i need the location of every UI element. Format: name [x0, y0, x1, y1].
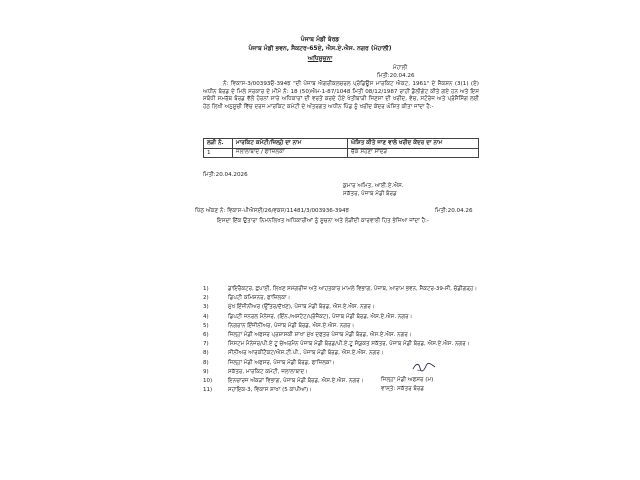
org-name: ਪੰਜਾਬ ਮੰਡੀ ਬੋਰਡ [300, 36, 340, 43]
table-row [204, 148, 479, 158]
signatory2-for: ਵਾਸ੍ਤੇ: ਸਕੱਤਰ ਬੋਰਡ [381, 386, 425, 392]
table-header-row [204, 139, 479, 149]
list-item-number: 8) [203, 359, 209, 366]
list-item-text: ਸਿਸਟਮ ਮੈਨੇਜਰ/ਪੀ.ਏ ਟੂ ਚੇਅਰਮੈਨ ਪੰਜਾਬ ਮੰਡੀ ਬੋਰਡ/ਪੀ.ਏ.ਟੂ ਸੰਯੁਕਤ ਸਕੱਤਰ, ਪੰਜਾਬ ਮੰਡੀ ਬੋਰਡ, ਐਸ.ਏ.ਐਸ. ਨਗਰ। [228, 341, 470, 348]
list-item-number: 6) [203, 331, 209, 338]
endorsement-reference: ਪਿੱਠ ਅੰਕਣ ਨੰ: ਵਿਕਾਸ-ਪੀਐਸਈ/26/ਵਕਸ/11481/3/003936-394ਝ [195, 208, 350, 214]
place: ਮੋਹਾਲੀ [393, 65, 408, 71]
list-item-number: 11) [203, 387, 213, 394]
table-header: ਮਾਰਕਿਟ ਕਮੇਟੀ/ਜ਼ਿਲ੍ਹੇ ਦਾ ਨਾਮ [233, 139, 348, 149]
list-item [203, 295, 479, 302]
schedule-table [203, 138, 479, 158]
list-item-number: 3) [203, 304, 209, 311]
list-item-number: 7) [203, 341, 209, 348]
list-item [203, 341, 479, 348]
list-item-number: 8) [203, 350, 209, 357]
list-item-number: 5) [203, 322, 209, 329]
list-item [203, 387, 479, 394]
table-cell: ਜਲਾਲਾਬਾਦ / ਫਾਜ਼ਿਲਕਾ [233, 148, 348, 158]
issue-date: ਮਿਤੀ:20.04.26 [377, 73, 415, 79]
list-item-number: 1) [203, 286, 209, 292]
list-item [203, 314, 479, 321]
table-cell: 1 [204, 148, 233, 158]
list-item [203, 350, 479, 357]
table-header: ਘੋਸ਼ਿਤ ਕੀਤੇ ਜਾਣ ਵਾਲੇ ਖਰੀਦ ਕੇਂਦਰ ਦਾ ਨਾਮ [348, 139, 479, 149]
document-title: ਅਧਿਸੂਚਨਾ [307, 55, 333, 62]
list-item-text: ਜਿਲ੍ਹਾ ਮੰਡੀ ਅਫਸਰ ਪ੍ਰਸ਼ਾਸਕੀ ਸ਼ਾਖਾ ਮੁੱਖ ਦਫਤਰ ਪੰਜਾਬ ਮੰਡੀ ਬੋਰਡ, ਐਸ.ਏ.ਐਸ. ਨਗਰ। [228, 331, 412, 338]
document-page [153, 0, 487, 480]
copy-to-list [203, 286, 479, 396]
list-item [203, 286, 479, 293]
table-cell: ਚੱਕ ਸੋਹਣਾ ਸਾਂਦੜ [348, 148, 479, 158]
notification-date: ਮਿਤੀ:20.04.2026 [203, 172, 248, 178]
org-address: ਪੰਜਾਬ ਮੰਡੀ ਭਵਨ, ਸੈਕਟਰ-65ਏ, ਐਸ.ਏ.ਐਸ. ਨਗਰ (ਮੋਹਾਲੀ) [248, 45, 392, 52]
list-item [203, 369, 479, 376]
list-item-text: ਸਕੱਤਰ, ਮਾਰਕਿਟ ਕਮੇਟੀ, ਜਲਾਲਾਬਾਦ। [228, 368, 308, 375]
list-item-number: 10) [203, 377, 213, 384]
signatory-designation: ਸਕੱਤਰ, ਪੰਜਾਬ ਮੰਡੀ ਬੋਰਡ [343, 191, 397, 197]
list-item-number: 4) [203, 313, 209, 320]
list-item-text: ਸਹਾਇਕ-3, ਵਿਕਾਸ ਸ਼ਾਖਾ (5 ਕਾਪੀਆਂ)। [228, 387, 312, 394]
table-header: ਲੜੀ ਨੰ. [204, 139, 233, 149]
signatory2-designation: ਜਿਲ੍ਹਾ ਮੰਡੀ ਅਫਸਰ (ਮ) [381, 377, 434, 383]
signature-mark [411, 361, 437, 373]
list-item [203, 323, 479, 330]
list-item [203, 378, 479, 385]
list-item-text: ਡਿਪਟੀ ਕਮਿਸ਼ਨਰ, ਫਾਜ਼ਿਲਕਾ। [228, 295, 291, 302]
list-item-text: ਇਨਚਾਰਜ ਅੰਕੜਾ ਵਿਭਾਗ, ਪੰਜਾਬ ਮੰਡੀ ਬੋਰਡ, ਐਸ.ਏ.ਐਸ. ਨਗਰ। [228, 377, 364, 384]
endorsement-date: ਮਿਤੀ:20.04.26 [435, 208, 473, 214]
endorsement-intro: ਇਸਦਾ ਇੱਕ ਉਤਾਰਾ ਨਿਮਨਲਿਖਤ ਅਧਿਕਾਰੀਆਂ ਨੂੰ ਸੂਚਨਾ ਅਤੇ ਲੋੜੀਂਦੀ ਕਾਰਵਾਈ ਹਿਤ ਭੇਜਿਆ ਜਾਂਦਾ ਹੈ:- [217, 218, 429, 224]
list-item-number: 2) [203, 295, 209, 302]
list-item-text: ਸੀਨੀਅਰ ਆਰਕੀਟੈਕਟ/ਐਸ.ਟੀ.ਪੀ., ਪੰਜਾਬ ਮੰਡੀ ਬੋਰਡ, ਐਸ.ਏ.ਐਸ. ਨਗਰ। [228, 350, 384, 357]
list-item-text: ਨਿਗਰਾਨ ਇੰਜੀਨੀਅਰ, ਪੰਜਾਬ ਮੰਡੀ ਬੋਰਡ, ਐਸ.ਏ.ਐਸ. ਨਗਰ। [228, 322, 355, 329]
list-item-text: ਡਿਪਟੀ ਜਨਰਲ ਮੈਨੇਜਰ, (ਇੰਨ./ਅਸਟੇਟ/ਪ੍ਰੋਜੈਕਟ), ਪੰਜਾਬ ਮੰਡੀ ਬੋਰਡ, ਐਸ.ਏ.ਐਸ. ਨਗਰ। [228, 313, 413, 320]
notification-paragraph: ਨੰ: ਵਿਕਾਸ-3/00393ਓ-394ਝ "ਦੀ ਪੰਜਾਬ ਐਗਰੀਕਲਚਰਲ ਪ੍ਰੋਡਿਊਸ ਮਾਰਕਿਟ ਐਕਟ, 1961" ਦੇ ਸੈਕਸ਼ਨ (3(1) (ਏ) ਅਧੀਨ ਬੋਰਡ ਦੇ ਮਿਲੇ ਸਰਕਾਰ ਦੇ ਮੀਮੋ ਨੰ: 18 (50)ਐਮ-1-87/1048 ਮਿਤੀ 08/12/1987 ਰਾਹੀਂ ਡੈਲੀਗੇਟ ਕੀਤੇ ਗਏ ਹਨ ਅਤੇ ਇਸ ਸਬੰਧੀ ਸਮਰੱਥ ਬੋਰਡ ਵੱਲੋਂ ਹੋਰਨਾਂ ਸਾਰੇ ਅਧਿਕਾਰਾਂ ਦੀ ਵਰਤੋਂ ਕਰਦੇ ਹੋਏ ਖੇਤੀਬਾੜੀ ਜਿਣਸਾਂ ਦੀ ਖਰੀਦ, ਵੇਚ, ਸਟੋਰੇਜ ਅਤੇ ਪ੍ਰੋਸੈਸਿੰਗ ਲਈ ਹੇਠ ਲਿਖੀ ਅਨੁਸੂਚੀ ਵਿੱਚ ਦਰਜ ਮਾਰਕਿਟ ਕਮੇਟੀ ਦੇ ਅੰਤਰਗਤ ਅਧੀਨ ਪਿੰਡ ਨੂੰ ਖਰੀਦ ਕੇਂਦਰ ਘੋਸ਼ਿਤ ਕੀਤਾ ਜਾਂਦਾ ਹੈ:- [203, 81, 479, 110]
list-item-text: ਡਾਇਰੈਕਟਰ, ਛਪਾਈ, ਲਿਖਣ ਸਮੱਗਰੀਜ਼ ਅਤੇ ਆਹਤਕਾਰ ਮਾਮਲੇ ਵਿਭਾਗ, ਪੰਜਾਬ, ਆਰਾਮ ਭਵਨ, ਸੈਕਟਰ-39-ਸੀ, ਚੰਡੀਗੜ੍ਹ। [228, 286, 478, 292]
list-item [203, 332, 479, 339]
list-item [203, 304, 479, 311]
list-item [203, 360, 479, 367]
list-item-number: 9) [203, 368, 209, 375]
list-item-text: ਮੁੱਖ ਇੰਜੀਨੀਅਰ (ਉੱਤਰ/ਦੱਖਣ), ਪੰਜਾਬ ਮੰਡੀ ਬੋਰਡ, ਐਸ.ਏ.ਐਸ. ਨਗਰ। [228, 304, 375, 311]
signatory-name: ਕੁਮਾਰ ਅਮਿਤ, ਆਈ.ਏ.ਐਸ. [343, 183, 404, 189]
list-item-text: ਜਿਲ੍ਹਾ ਮੰਡੀ ਅਫਸਰ, ਪੰਜਾਬ ਮੰਡੀ ਬੋਰਡ, ਫਾਜ਼ਿਲਕਾ। [228, 359, 335, 366]
